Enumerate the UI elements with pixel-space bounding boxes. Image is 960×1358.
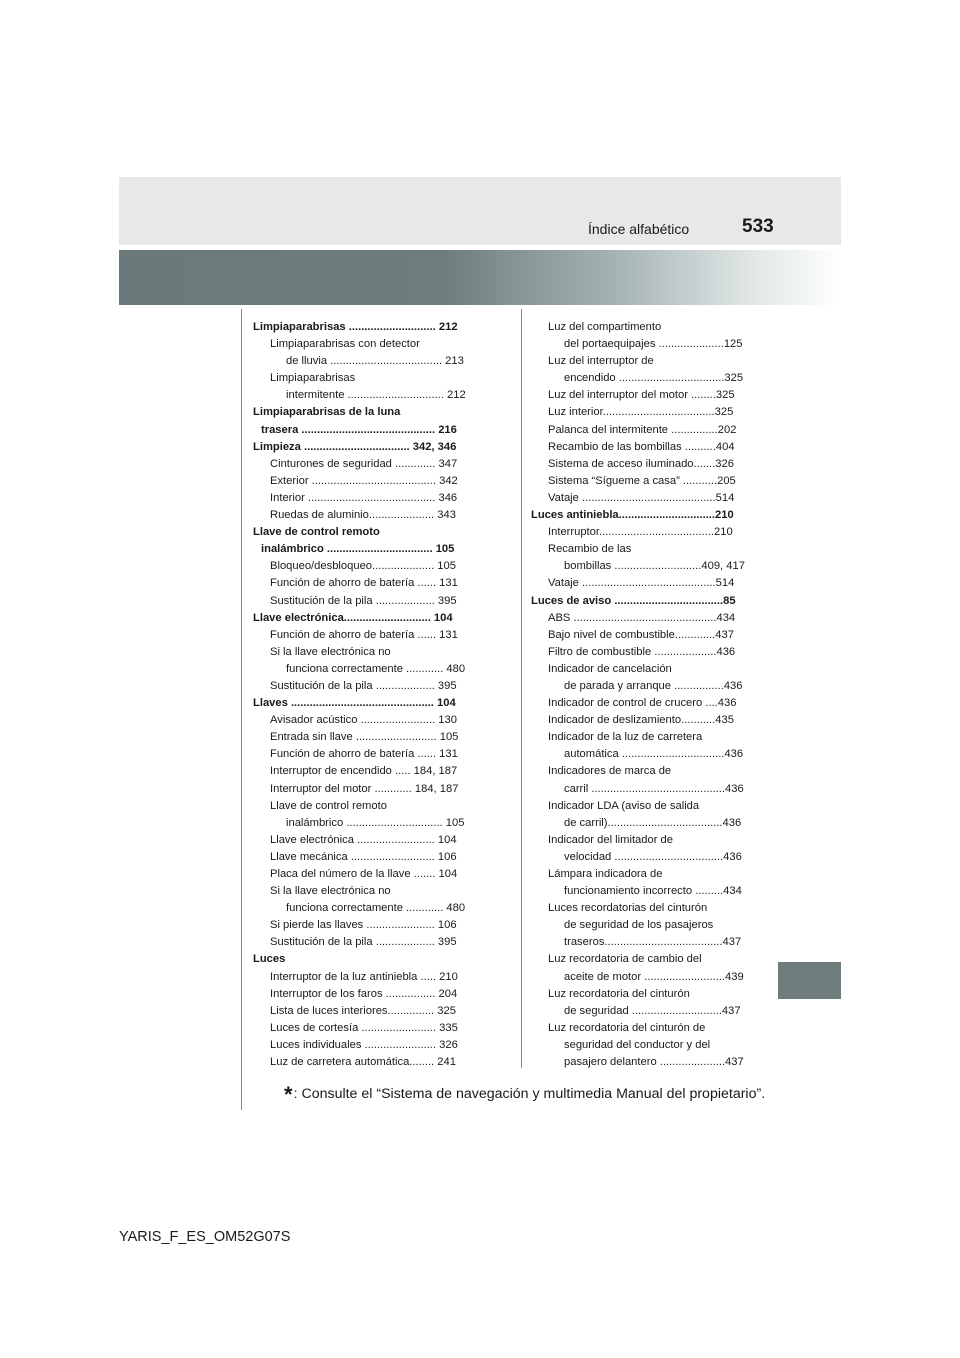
index-entry: Indicador de control de crucero ....436 bbox=[548, 697, 737, 710]
index-entry: Vataje ...........................................514 bbox=[548, 577, 735, 590]
index-entry: Sistema de acceso iluminado.......326 bbox=[548, 457, 734, 470]
left-column-rule bbox=[241, 309, 242, 1110]
index-entry: Sustitución de la pila ................... 395 bbox=[270, 594, 457, 607]
index-entry: Indicador del limitador de bbox=[548, 833, 673, 846]
index-entry: inalámbrico .................................. 105 bbox=[261, 543, 455, 556]
index-entry: Luces de cortesía ........................ 335 bbox=[270, 1021, 458, 1034]
index-entry: Llave de control remoto bbox=[270, 799, 387, 812]
index-entry: Luces individuales ....................... 326 bbox=[270, 1038, 458, 1051]
index-entry: Entrada sin llave .......................... 105 bbox=[270, 731, 459, 744]
index-entry: Llave mecánica ........................... 106 bbox=[270, 850, 457, 863]
index-entry: Luz recordatoria del cinturón bbox=[548, 987, 690, 1000]
index-entry: pasajero delantero .....................437 bbox=[564, 1056, 744, 1069]
index-entry: Llave de control remoto bbox=[253, 526, 380, 539]
index-entry: Bloqueo/desbloqueo.................... 105 bbox=[270, 560, 456, 573]
chapter-side-tab bbox=[778, 962, 841, 999]
footnote-marker: * bbox=[284, 1082, 293, 1107]
index-entry: Lámpara indicadora de bbox=[548, 868, 663, 880]
index-entry: Función de ahorro de batería ...... 131 bbox=[270, 577, 458, 590]
index-entry: Palanca del intermitente ...............202 bbox=[548, 423, 737, 436]
column-divider-rule bbox=[521, 309, 522, 1068]
index-entry: Llave electrónica ......................... 104 bbox=[270, 833, 457, 846]
index-entry: Indicadores de marca de bbox=[548, 765, 672, 778]
index-entry: de carril).....................................436 bbox=[564, 816, 742, 829]
index-entry: Filtro de combustible ....................436 bbox=[548, 645, 736, 658]
index-entry: Interior ......................................... 346 bbox=[270, 491, 458, 504]
index-entry: Interruptor del motor ............ 184, 187 bbox=[270, 782, 459, 795]
page-number: 533 bbox=[742, 216, 774, 237]
index-entry: Luz del compartimento bbox=[548, 321, 662, 333]
index-entry: Limpiaparabrisas ............................ 212 bbox=[253, 321, 458, 333]
index-entry: Luces recordatorias del cinturón bbox=[548, 902, 708, 915]
index-entry: Interruptor de la luz antiniebla ..... 210 bbox=[270, 970, 458, 983]
index-entry: Llave electrónica............................ 104 bbox=[253, 611, 453, 624]
index-entry: Avisador acústico ........................ 130 bbox=[270, 714, 457, 727]
index-entry: Llaves .............................................. 104 bbox=[253, 697, 456, 710]
index-entry: de seguridad .............................437 bbox=[564, 1004, 741, 1017]
document-code: YARIS_F_ES_OM52G07S bbox=[119, 1229, 291, 1245]
header-band bbox=[119, 177, 841, 245]
footnote bbox=[284, 1082, 765, 1108]
index-entry: Luz recordatoria de cambio del bbox=[548, 953, 702, 966]
index-entry: Sistema “Sígueme a casa” ...........205 bbox=[548, 474, 736, 487]
index-entry: Indicador de la luz de carretera bbox=[548, 731, 703, 744]
footnote-text: : Consulte el “Sistema de navegación y multimedia Manual del propietario”. bbox=[293, 1086, 766, 1102]
index-entry: de parada y arranque ................436 bbox=[564, 679, 743, 692]
index-entry: Lista de luces interiores............... 325 bbox=[270, 1004, 456, 1017]
index-entry: aceite de motor ..........................439 bbox=[564, 970, 744, 983]
index-entry: Luz de carretera automática........ 241 bbox=[270, 1056, 456, 1069]
index-entry: Sustitución de la pila ................... 395 bbox=[270, 679, 457, 692]
index-entry: Cinturones de seguridad ............. 347 bbox=[270, 457, 458, 470]
index-entry: Limpiaparabrisas de la luna bbox=[253, 406, 401, 419]
index-entry: Luz del interruptor de bbox=[548, 355, 654, 368]
index-entry: Indicador LDA (aviso de salida bbox=[548, 799, 700, 812]
index-entry: Luz recordatoria del cinturón de bbox=[548, 1021, 706, 1034]
index-entry: de lluvia .................................... 213 bbox=[286, 355, 464, 368]
index-column-2 bbox=[531, 319, 761, 1071]
index-entry: Luz del interruptor del motor ........325 bbox=[548, 389, 735, 402]
index-entry: automática .................................436 bbox=[564, 748, 744, 761]
index-entry: Recambio de las bbox=[548, 543, 632, 556]
index-entry: velocidad ...................................436 bbox=[564, 850, 742, 863]
index-entry: bombillas ............................409, 417 bbox=[564, 560, 745, 573]
index-entry: Placa del número de la llave ....... 104 bbox=[270, 868, 458, 880]
index-entry: Luz interior....................................325 bbox=[548, 406, 734, 419]
index-entry: Recambio de las bombillas ..........404 bbox=[548, 440, 735, 453]
index-entry: Limpiaparabrisas con detector bbox=[270, 338, 420, 351]
index-entry: de seguridad de los pasajeros bbox=[564, 919, 714, 932]
index-entry: ABS ..............................................434 bbox=[548, 611, 736, 624]
index-entry: Interruptor de encendido ..... 184, 187 bbox=[270, 765, 458, 778]
index-column-1 bbox=[253, 319, 483, 1071]
index-entry: del portaequipajes .....................125 bbox=[564, 338, 743, 351]
section-title: Índice alfabético bbox=[588, 221, 690, 237]
index-entry: inalámbrico ............................... 105 bbox=[286, 816, 465, 829]
index-entry: Si la llave electrónica no bbox=[270, 645, 391, 658]
index-entry: Función de ahorro de batería ...... 131 bbox=[270, 748, 458, 761]
index-entry: carril ...........................................436 bbox=[564, 782, 744, 795]
index-entry: funciona correctamente ............ 480 bbox=[286, 662, 466, 675]
index-entry: Si pierde las llaves ...................... 106 bbox=[270, 919, 457, 932]
decorative-gradient-bar bbox=[119, 250, 841, 305]
index-entry: Indicador de deslizamiento...........435 bbox=[548, 714, 734, 727]
index-entry: trasera ........................................... 216 bbox=[261, 423, 457, 436]
index-entry: Indicador de cancelación bbox=[548, 662, 672, 675]
index-entry: traseros......................................437 bbox=[564, 936, 742, 949]
index-entry: Sustitución de la pila ................... 395 bbox=[270, 936, 457, 949]
index-entry: intermitente ............................... 212 bbox=[286, 389, 466, 402]
index-entry: Función de ahorro de batería ...... 131 bbox=[270, 628, 458, 641]
index-entry: Luces antiniebla...............................210 bbox=[531, 509, 734, 522]
index-entry: encendido ..................................325 bbox=[564, 372, 744, 385]
index-entry: funciona correctamente ............ 480 bbox=[286, 902, 466, 915]
index-entry: Luces de aviso ...................................85 bbox=[531, 594, 736, 607]
index-entry: Ruedas de aluminio..................... 343 bbox=[270, 509, 456, 522]
index-entry: Si la llave electrónica no bbox=[270, 885, 391, 898]
index-entry: Interruptor.....................................210 bbox=[548, 526, 733, 539]
index-entry: Exterior ........................................ 342 bbox=[270, 474, 458, 487]
index-entry: Bajo nivel de combustible.............437 bbox=[548, 628, 734, 641]
index-entry: Luces bbox=[253, 953, 286, 966]
index-entry: funcionamiento incorrecto .........434 bbox=[564, 885, 742, 898]
index-entry: Limpieza .................................. 342, 346 bbox=[253, 440, 457, 453]
index-entry: Limpiaparabrisas bbox=[270, 372, 356, 385]
index-entry: Vataje ...........................................514 bbox=[548, 491, 735, 504]
index-entry: seguridad del conductor y del bbox=[564, 1038, 711, 1051]
index-entry: Interruptor de los faros ................ 204 bbox=[270, 987, 458, 1000]
